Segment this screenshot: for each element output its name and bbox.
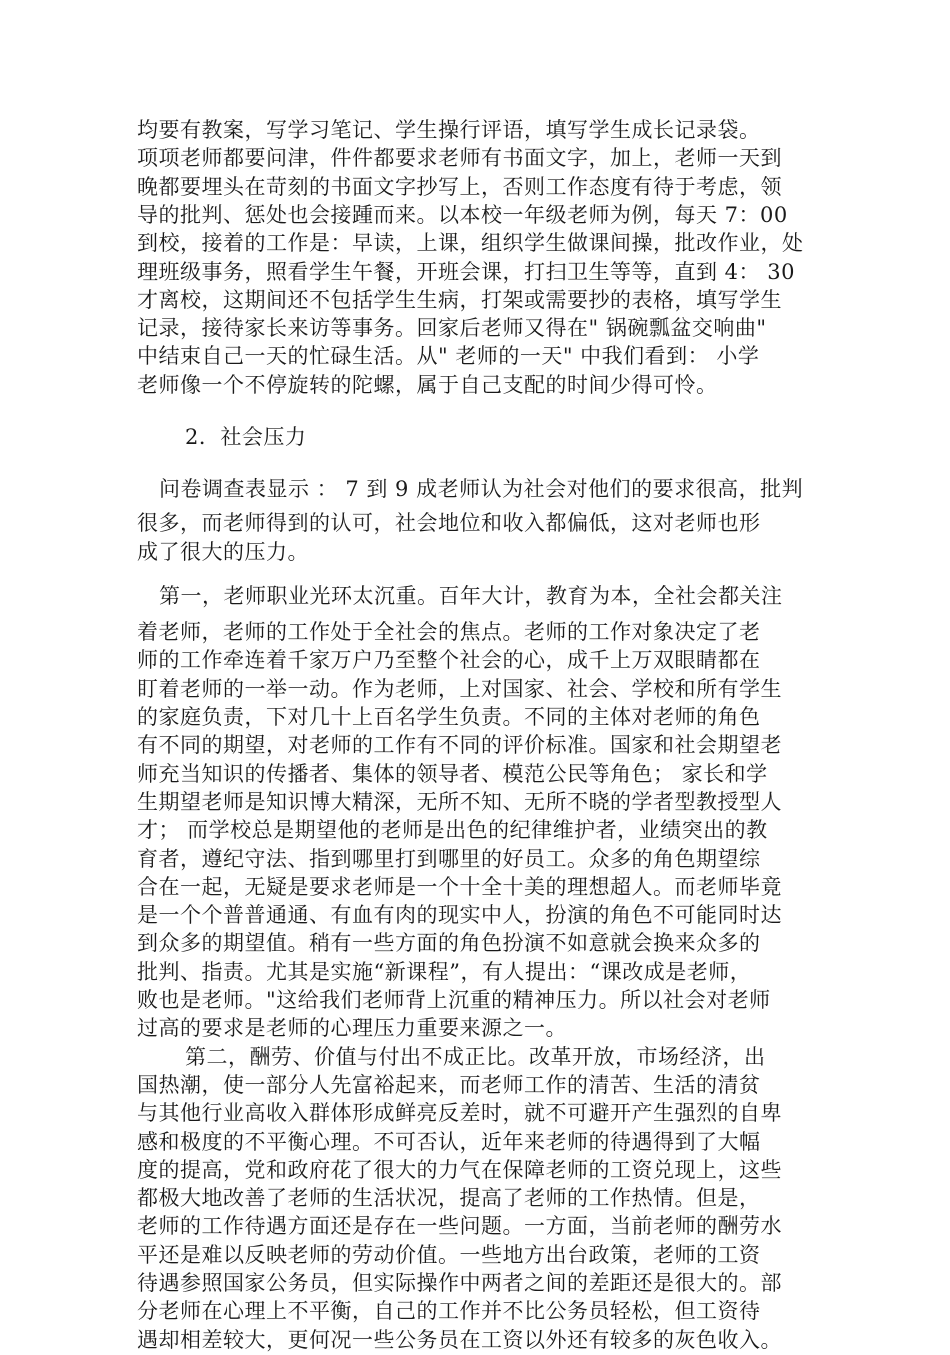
text-line: 记录，接待家长来访等事务。回家后老师又得在" 锅碗瓢盆交响曲" [137, 316, 767, 340]
text-line: 均要有教案，写学习笔记、学生操行评语，填写学生成长记录袋。 [137, 118, 761, 142]
text-line: 老师的工作待遇方面还是存在一些问题。一方面，当前老师的酬劳水 [137, 1214, 782, 1238]
text-line: 老师像一个不停旋转的陀螺，属于自己支配的时间少得可怜。 [137, 373, 718, 397]
document-page [137, 0, 817, 1352]
text-line: 分老师在心理上不平衡，自己的工作并不比公务员轻松，但工资待 [137, 1299, 761, 1323]
text-line: 感和极度的不平衡心理。不可否认，近年来老师的待遇得到了大幅 [137, 1130, 761, 1154]
text-line: 到校，接着的工作是：早读，上课，组织学生做课间操，批改作业，处 [137, 231, 804, 255]
text-line: 才离校，这期间还不包括学生生病，打架或需要抄的表格，填写学生 [137, 288, 782, 312]
text-line: 平还是难以反映老师的劳动价值。一些地方出台政策，老师的工资 [137, 1243, 761, 1267]
text-line: 第二，酬劳、价值与付出不成正比。改革开放，市场经济，出 [185, 1045, 766, 1069]
text-line: 师的工作牵连着千家万户乃至整个社会的心，成千上万双眼睛都在 [137, 648, 761, 672]
text-line: 理班级事务，照看学生午餐，开班会课，打扫卫生等等，直到 4： 30 [137, 260, 795, 284]
text-line: 败也是老师。"这给我们老师背上沉重的精神压力。所以社会对老师 [137, 988, 771, 1012]
section-heading: 2．社会压力 [185, 425, 307, 449]
text-line: 度的提高，党和政府花了很大的力气在保障老师的工资兑现上，这些 [137, 1158, 782, 1182]
text-line: 批判、指责。尤其是实施“新课程”，有人提出：“课改成是老师， [137, 960, 752, 984]
text-line: 都极大地改善了老师的生活状况，提高了老师的工作热情。但是， [137, 1186, 761, 1210]
text-line: 育者，遵纪守法、指到哪里打到哪里的好员工。众多的角色期望综 [137, 847, 761, 871]
text-line: 盯着老师的一举一动。作为老师，上对国家、社会、学校和所有学生 [137, 677, 782, 701]
text-line: 遇却相差较大，更何况一些公务员在工资以外还有较多的灰色收入。 [137, 1328, 782, 1352]
text-line: 的家庭负责，下对几十上百名学生负责。不同的主体对老师的角色 [137, 705, 761, 729]
text-line: 导的批判、惩处也会接踵而来。以本校一年级老师为例，每天 7：00 [137, 203, 788, 227]
text-line: 到众多的期望值。稍有一些方面的角色扮演不如意就会换来众多的 [137, 931, 761, 955]
text-line: 晚都要埋头在苛刻的书面文字抄写上，否则工作态度有待于考虑，领 [137, 175, 782, 199]
text-line: 有不同的期望，对老师的工作有不同的评价标准。国家和社会期望老 [137, 733, 782, 757]
text-line: 过高的要求是老师的心理压力重要来源之一。 [137, 1016, 567, 1040]
text-line: 着老师，老师的工作处于全社会的焦点。老师的工作对象决定了老 [137, 620, 761, 644]
text-line: 国热潮，使一部分人先富裕起来，而老师工作的清苦、生活的清贫 [137, 1073, 761, 1097]
text-line: 很多，而老师得到的认可，社会地位和收入都偏低，这对老师也形 [137, 511, 761, 535]
text-line: 生期望老师是知识博大精深，无所不知、无所不晓的学者型教授型人 [137, 790, 782, 814]
text-line: 问卷调查表显示 ： 7 到 9 成老师认为社会对他们的要求很高，批判 [159, 477, 804, 501]
text-line: 师充当知识的传播者、集体的领导者、模范公民等角色； 家长和学 [137, 762, 768, 786]
text-line: 才； 而学校总是期望他的老师是出色的纪律维护者，业绩突出的教 [137, 818, 768, 842]
text-line: 成了很大的压力。 [137, 540, 309, 564]
text-line: 是一个个普普通通、有血有肉的现实中人，扮演的角色不可能同时达 [137, 903, 782, 927]
text-line: 与其他行业高收入群体形成鲜亮反差时，就不可避开产生强烈的自卑 [137, 1101, 782, 1125]
text-line: 待遇参照国家公务员，但实际操作中两者之间的差距还是很大的。部 [137, 1271, 782, 1295]
text-line: 中结束自己一天的忙碌生活。从" 老师的一天" 中我们看到： 小学 [137, 344, 760, 368]
text-line: 项项老师都要问津，件件都要求老师有书面文字，加上，老师一天到 [137, 146, 782, 170]
text-line: 第一，老师职业光环太沉重。百年大计，教育为本，全社会都关注 [159, 584, 783, 608]
text-line: 合在一起，无疑是要求老师是一个十全十美的理想超人。而老师毕竟 [137, 875, 782, 899]
